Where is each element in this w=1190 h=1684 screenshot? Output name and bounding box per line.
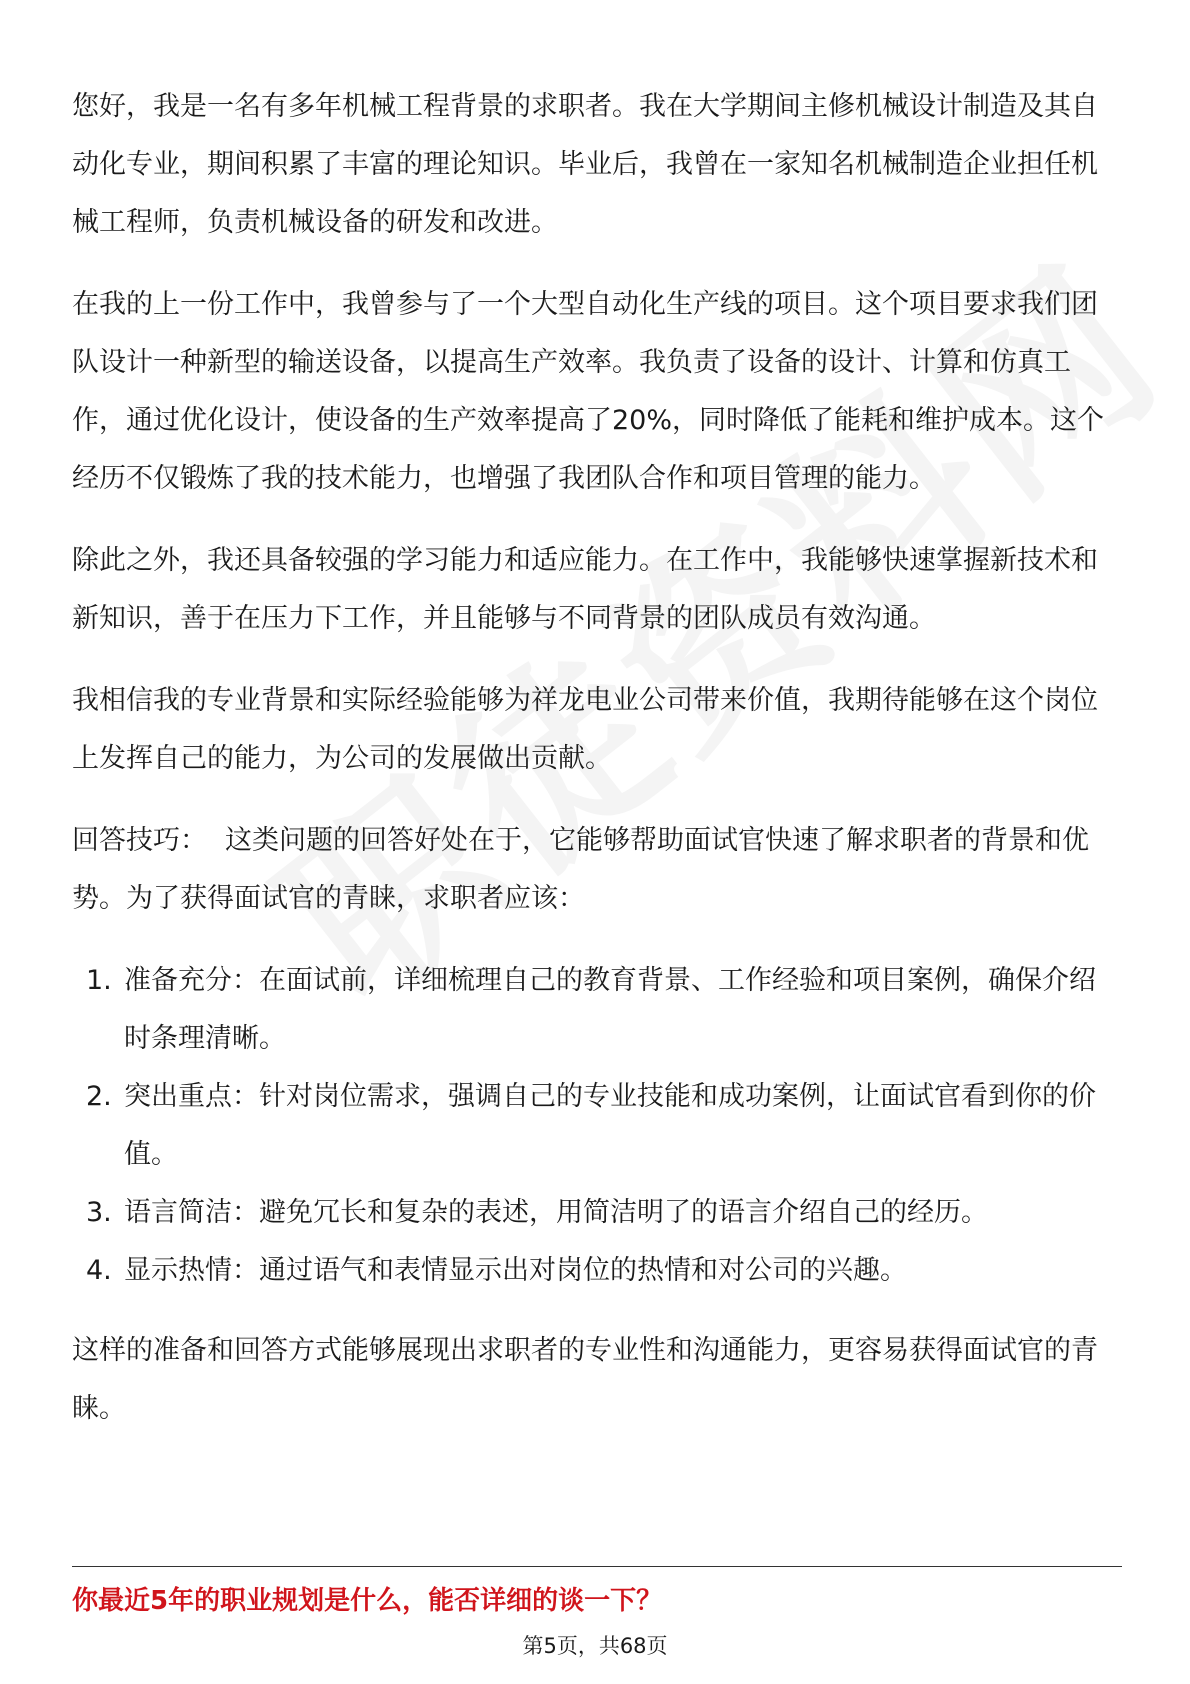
list-item-text: 准备充分：在面试前，详细梳理自己的教育背景、工作经验和项目案例，确保介绍时条理清晰。 — [124, 965, 1096, 1054]
tips-list — [72, 952, 1122, 1300]
paragraph-intro: 您好，我是一名有多年机械工程背景的求职者。我在大学期间主修机械设计制造及其自动化专业，期间积累了丰富的理论知识。毕业后，我曾在一家知名机械制造企业担任机械工程师，负责机械设备的研发和改进。 — [72, 91, 1098, 238]
tips-conclusion: 这样的准备和回答方式能够展现出求职者的专业性和沟通能力，更容易获得面试官的青睐。 — [72, 1335, 1098, 1424]
list-item — [72, 1184, 1122, 1242]
section-divider — [72, 1566, 1122, 1567]
list-item-text: 突出重点：针对岗位需求，强调自己的专业技能和成功案例，让面试官看到你的价值。 — [124, 1081, 1096, 1170]
list-item-text: 显示热情：通过语气和表情显示出对岗位的热情和对公司的兴趣。 — [124, 1255, 907, 1286]
tips-intro: 这类问题的回答好处在于，它能够帮助面试官快速了解求职者的背景和优势。为了获得面试官的青睐，求职者应该： — [72, 825, 1089, 914]
tips-intro-paragraph — [72, 812, 1122, 928]
list-item — [72, 952, 1122, 1068]
tips-label: 回答技巧： — [72, 825, 207, 856]
answer-content — [72, 78, 1122, 1462]
paragraph-experience: 在我的上一份工作中，我曾参与了一个大型自动化生产线的项目。这个项目要求我们团队设计一种新型的输送设备，以提高生产效率。我负责了设备的设计、计算和仿真工作，通过优化设计，使设备的生产效率提高了20%，同时降低了能耗和维护成本。这个经历不仅锻炼了我的技术能力，也增强了我团队合作和项目管理的能力。 — [72, 289, 1105, 494]
list-item-number: 2. — [86, 1081, 112, 1112]
list-item-number: 1. — [86, 965, 112, 996]
page-number: 第5页，共68页 — [522, 1634, 668, 1658]
paragraph-abilities: 除此之外，我还具备较强的学习能力和适应能力。在工作中，我能够快速掌握新技术和新知识，善于在压力下工作，并且能够与不同背景的团队成员有效沟通。 — [72, 545, 1098, 634]
list-item-number: 3. — [86, 1197, 112, 1228]
list-item-text: 语言简洁：避免冗长和复杂的表述，用简洁明了的语言介绍自己的经历。 — [124, 1197, 988, 1228]
list-item — [72, 1242, 1122, 1300]
next-question-heading: 你最近5年的职业规划是什么，能否详细的谈一下？ — [72, 1586, 663, 1616]
list-item-number: 4. — [86, 1255, 112, 1286]
paragraph-closing: 我相信我的专业背景和实际经验能够为祥龙电业公司带来价值，我期待能够在这个岗位上发挥自己的能力，为公司的发展做出贡献。 — [72, 685, 1098, 774]
list-item — [72, 1068, 1122, 1184]
